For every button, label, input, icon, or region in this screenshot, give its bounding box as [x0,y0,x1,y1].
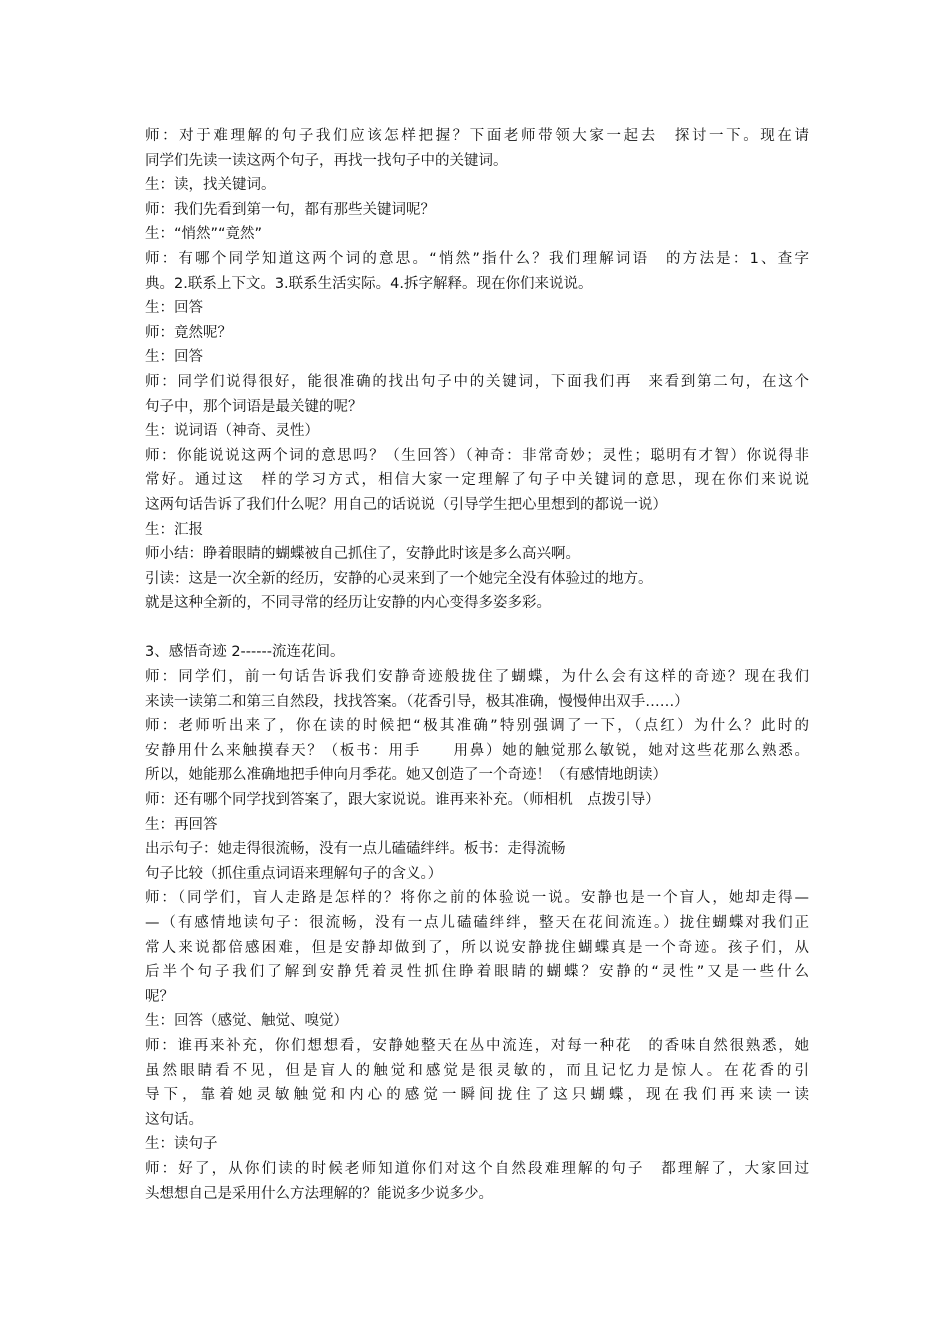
paragraph-line: 头想想自己是采用什么方法理解的？能说多少说多少。 [145,1185,493,1202]
paragraph-line: 师：我们先看到第一句，都有那些关键词呢？ [145,201,435,218]
paragraph-line: —（有感情地读句子：很流畅，没有一点儿磕磕绊绊，整天在花间流连。）拢住蝴蝶对我们正 [145,915,809,931]
paragraph-line: 生：再回答 [145,816,218,833]
paragraph-line: 师小结：睁着眼睛的蝴蝶被自己抓住了，安静此时该是多么高兴啊。 [145,546,580,563]
paragraph-line: 这句话。 [145,1111,203,1128]
paragraph-line: 安静用什么来触摸春天？（板书：用手 用鼻）她的触觉那么敏锐，她对这些花那么熟悉。 [145,742,809,759]
paragraph-line: 生：汇报 [145,521,203,538]
paragraph-line: 典。2.联系上下文。3.联系生活实际。4.拆字解释。现在你们来说说。 [145,275,593,292]
paragraph-line: 这两句话告诉了我们什么呢？用自己的话说说（引导学生把心里想到的都说一说） [145,496,667,513]
paragraph-line: 后半个句子我们了解到安静凭着灵性抓住睁着眼睛的蝴蝶？安静的“灵性”又是一些什么 [145,964,809,981]
paragraph-line: 来读一读第二和第三自然段，找找答案。（花香引导，极其准确，慢慢伸出双手……） [145,693,689,710]
paragraph-line: 师：你能说说这两个词的意思吗？（生回答）（神奇：非常奇妙；灵性；聪明有才智）你说得非 [145,447,809,464]
paragraph-line: 同学们先读一读这两个句子，再找一找句子中的关键词。 [145,152,508,169]
paragraph-line: 虽然眼睛看不见，但是盲人的触觉和感觉是很灵敏的，而且记忆力是惊人。在花香的引 [145,1062,809,1079]
paragraph-line: 师：竟然呢？ [145,324,232,341]
paragraph-line: 生：读句子 [145,1136,218,1153]
paragraph-line: 生：说词语（神奇、灵性） [145,423,319,440]
blank-line [145,616,809,641]
paragraph-line: 所以，她能那么准确地把手伸向月季花。她又创造了一个奇迹！（有感情地朗读） [145,767,667,784]
paragraph-line: 句子比较（抓住重点词语来理解句子的含义。） [145,865,443,882]
paragraph-line: 常好。通过这 样的学习方式，相信大家一定理解了句子中关键词的意思，现在你们来说说 [145,472,809,489]
paragraph-line: 生：回答 [145,300,203,317]
paragraph-line: 师：有哪个同学知道这两个词的意思。“悄然”指什么？我们理解词语 的方法是：1、查字 [145,250,809,267]
paragraph-line: 师：谁再来补充，你们想想看，安静她整天在丛中流连，对每一种花 的香味自然很熟悉，她 [145,1037,809,1054]
paragraph-line: 师：同学们说得很好，能很准确的找出句子中的关键词，下面我们再 来看到第二句，在这个 [145,373,809,390]
paragraph-line: 师：还有哪个同学找到答案了，跟大家说说。谁再来补充。（师相机 点拨引导） [145,792,660,809]
paragraph-line: 生：回答（感觉、触觉、嗅觉） [145,1013,348,1030]
paragraph-line: 就是这种全新的，不同寻常的经历让安静的内心变得多姿多彩。 [145,595,551,612]
paragraph-line: 出示句子：她走得很流畅，没有一点儿磕磕绊绊。板书：走得流畅 [145,841,566,858]
paragraph-line: 引读：这是一次全新的经历，安静的心灵来到了一个她完全没有体验过的地方。 [145,570,653,587]
paragraph-line: 呢？ [145,988,174,1005]
section-heading: 3、感悟奇迹 2------流连花间。 [145,644,345,661]
paragraph-line: 生：回答 [145,349,203,366]
paragraph-line: 师：（同学们，盲人走路是怎样的？将你之前的体验说一说。安静也是一个盲人，她却走得— [145,890,809,907]
paragraph-line: 师：老师听出来了，你在读的时候把“极其准确”特别强调了一下，（点红）为什么？此时的 [145,718,809,735]
paragraph-line: 生：读，找关键词。 [145,177,276,194]
paragraph-line: 师：好了，从你们读的时候老师知道你们对这个自然段难理解的句子 都理解了，大家回过 [145,1160,809,1177]
paragraph-line: 师：同学们，前一句话告诉我们安静奇迹般拢住了蝴蝶，为什么会有这样的奇迹？现在我们 [145,669,809,686]
paragraph-line: 生：“悄然”“竟然” [145,226,263,243]
paragraph-line: 常人来说都倍感困难，但是安静却做到了，所以说安静拢住蝴蝶真是一个奇迹。孩子们，从 [145,939,809,956]
paragraph-line: 句子中，那个词语是最关键的呢？ [145,398,363,415]
paragraph-line: 师：对于难理解的句子我们应该怎样把握？下面老师带领大家一起去 探讨一下。现在请 [145,128,809,144]
paragraph-line: 导下，靠着她灵敏触觉和内心的感觉一瞬间拢住了这只蝴蝶，现在我们再来读一读 [145,1087,809,1104]
document-body [145,124,809,1206]
